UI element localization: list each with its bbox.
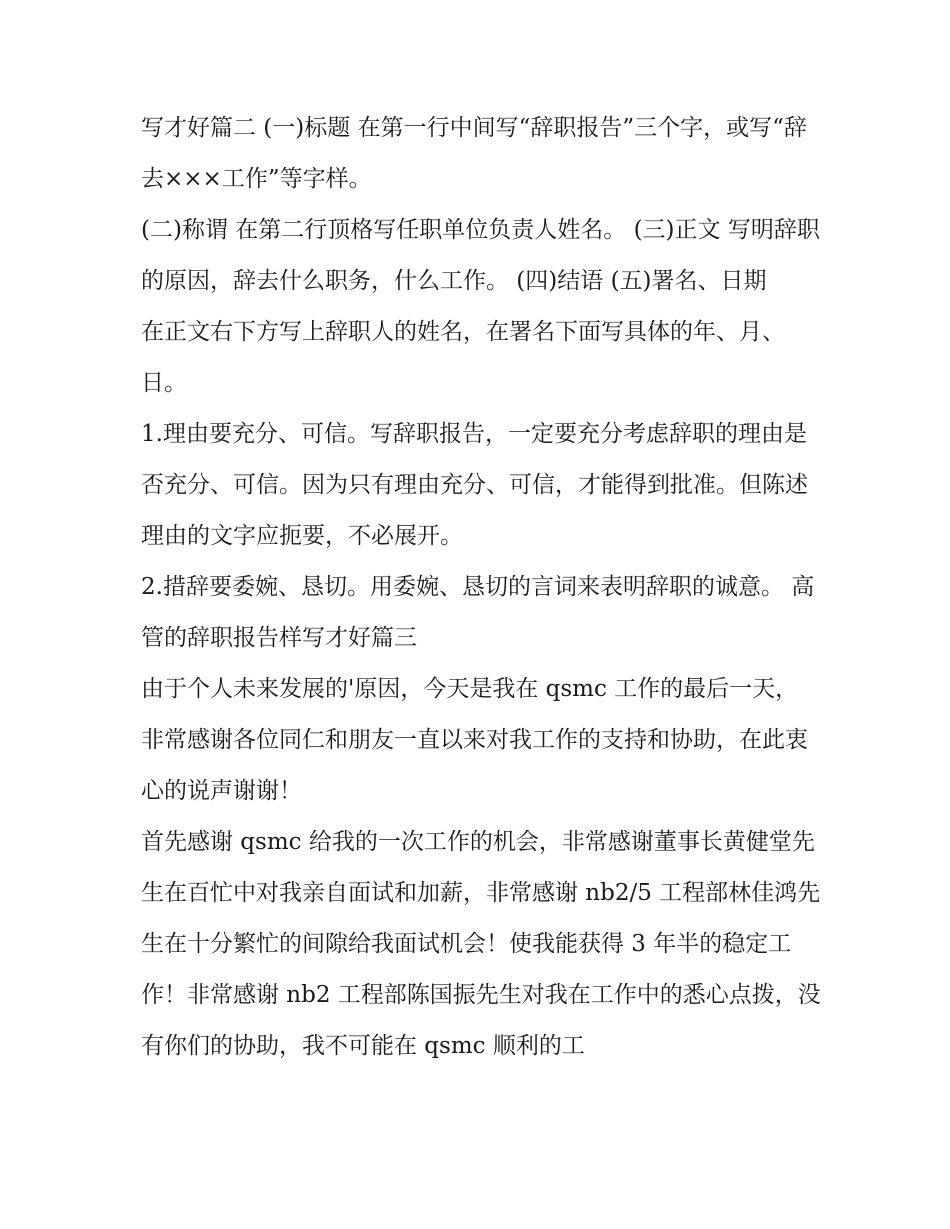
paragraph-farewell-intro: 由于个人未来发展的'原因，今天是我在 qsmc 工作的最后一天，非常感谢各位同仁和朋友一直以来对我工作的支持和协助，在此衷心的说声谢谢！ <box>141 676 808 804</box>
document-body <box>141 103 821 1072</box>
paragraph-wording-point: 2.措辞要委婉、恳切。用委婉、恳切的言词来表明辞职的诚意。 高管的辞职报告样写才好篇三 <box>141 574 815 651</box>
paragraph-heading-title: 写才好篇二 (一)标题 在第一行中间写“辞职报告”三个字，或写“辞去×××工作”等字样。 <box>141 115 807 192</box>
paragraph-reason-point: 1.理由要充分、可信。写辞职报告，一定要充分考虑辞职的理由是否充分、可信。因为只有理由充分、可信，才能得到批准。但陈述理由的文字应扼要，不必展开。 <box>141 421 808 549</box>
paragraph-thanks: 首先感谢 qsmc 给我的一次工作的机会，非常感谢董事长黄健堂先生在百忙中对我亲自面试和加薪，非常感谢 nb2/5 工程部林佳鸿先生在十分繁忙的间隙给我面试机会！使我能获得 3 年半的稳定工作！非常感谢 nb2 工程部陈国振先生对我在工作中的悉心点拨，没有你们的协助，我不可能在 qsmc 顺利的工 <box>141 829 821 1059</box>
paragraph-salutation-body: (二)称谓 在第二行顶格写任职单位负责人姓名。 (三)正文 写明辞职的原因，辞去什么职务，什么工作。 (四)结语 (五)署名、日期 <box>141 217 820 294</box>
paragraph-signature-date: 在正文右下方写上辞职人的姓名，在署名下面写具体的年、月、日。 <box>141 319 785 396</box>
